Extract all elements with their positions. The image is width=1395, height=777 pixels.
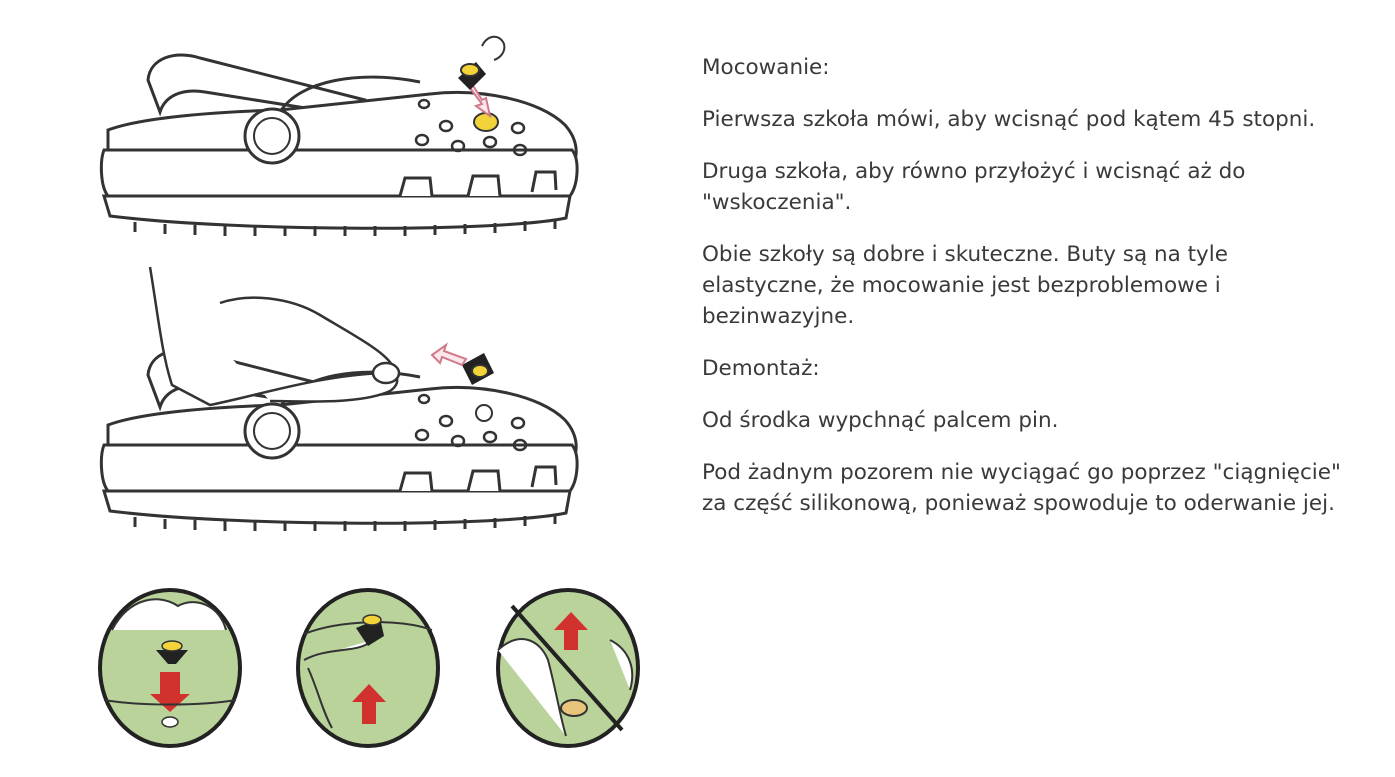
step-circle-push-up <box>298 590 438 746</box>
both-methods-text: Obie szkoły są dobre i skuteczne. Buty są na tyle elastyczne, że mocowanie jest bezproblemowe i bezinwazyjne. <box>702 242 1228 329</box>
removal-step-text: Od środka wypchnąć palcem pin. <box>702 408 1059 433</box>
removal-warning-text: Pod żadnym pozorem nie wyciągać go poprzez "ciągnięcie" za część silikonową, ponieważ spowoduje to oderwanie jej. <box>702 460 1341 516</box>
clog-bottom-illustration <box>101 267 577 531</box>
removal-heading: Demontaż: <box>702 356 820 381</box>
illustration-panel <box>0 0 680 777</box>
clog-top-illustration <box>101 37 577 236</box>
method-one-text: Pierwsza szkoła mówi, aby wcisnąć pod kątem 45 stopni. <box>702 107 1316 132</box>
instructions-panel <box>702 52 1352 540</box>
mounting-heading: Mocowanie: <box>702 55 830 80</box>
step-circle-push-down <box>100 590 240 746</box>
step-circle-do-not-pull <box>498 590 638 746</box>
method-two-text: Druga szkoła, aby równo przyłożyć i wcisnąć aż do "wskoczenia". <box>702 159 1246 215</box>
clog-diagram <box>0 0 680 777</box>
